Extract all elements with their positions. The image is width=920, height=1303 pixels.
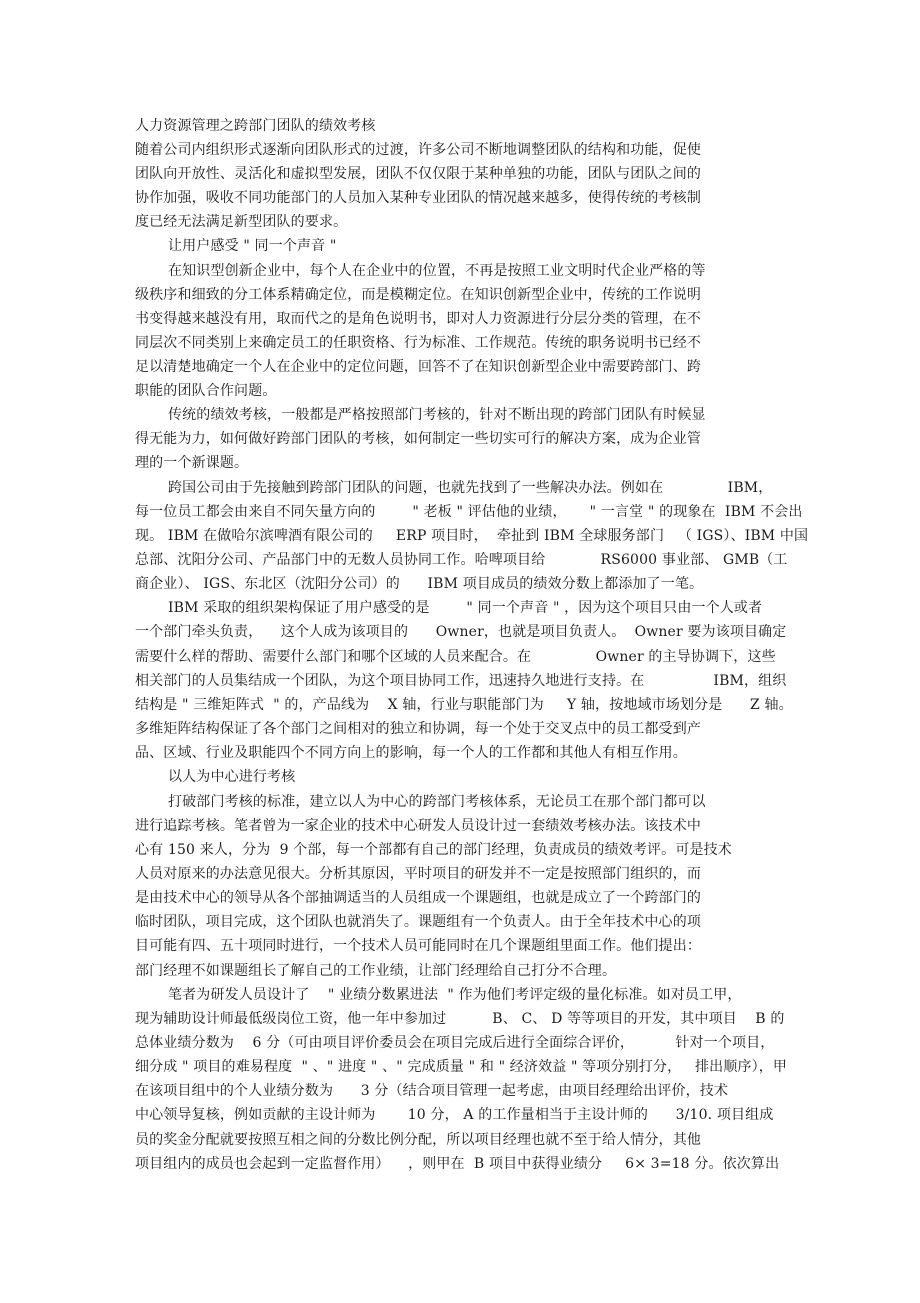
text-line: 结构是 " 三维矩阵式 " 的，产品线为 X 轴，行业与职能部门为 Y 轴，按地域市场划分是 Z 轴。 <box>135 697 793 713</box>
text-line: 相关部门的人员集结成一个团队，为这个项目协同工作，迅速持久地进行支持。在 IBM，组织 <box>135 673 787 689</box>
text-line: 现为辅助设计师最低级岗位工资，他一年中参加过 B、 C、 D 等等项目的开发，其中项目 B 的 <box>135 1011 785 1027</box>
text-line: 商企业）、 IGS、东北区（沈阳分公司）的 IBM 项目成员的绩效分数上都添加了一笔。 <box>135 576 704 592</box>
text-line: 细分成 " 项目的难易程度 " 、" 进度 " 、" 完成质量 " 和 " 经济效益 " 等项分别打分， 排出顺序），甲 <box>135 1059 788 1075</box>
text-line: 是由技术中心的领导从各个部抽调适当的人员组成一个课题组，也就是成立了一个跨部门的 <box>135 890 701 906</box>
text-line: 品、区域、行业及职能四个不同方向上的影响，每一个人的工作都和其他人有相互作用。 <box>135 745 687 761</box>
text-line: 临时团队，项目完成，这个团队也就消失了。课题组有一个负责人。由于全年技术中心的项 <box>135 914 701 930</box>
text-line: 跨国公司由于先接触到跨部门团队的问题，也就先找到了一些解决办法。例如在 IBM， <box>168 480 773 496</box>
text-line: 总体业绩分数为 6 分（可由项目评价委员会在项目完成后进行全面综合评价， 针对一个项目， <box>135 1035 775 1051</box>
text-line: 得无能为力，如何做好跨部门团队的考核，如何制定一些切实可行的解决方案，成为企业管 <box>135 431 701 447</box>
text-line: 人员对原来的办法意见很大。分析其原因，平时项目的研发并不一定是按照部门组织的，而 <box>135 866 701 882</box>
text-line: 团队向开放性、灵活化和虚拟型发展，团队不仅仅限于某种单独的功能，团队与团队之间的 <box>135 166 701 182</box>
text-line: 每一位员工都会由来自不同矢量方向的 " 老板 " 评估他的业绩， " 一言堂 " 的现象在 IBM 不会出 <box>135 504 803 520</box>
text-line: 协作加强，吸收不同功能部门的人员加入某种专业团队的情况越来越多，使得传统的考核制 <box>135 190 701 206</box>
text-line: 项目组内的成员也会起到一定监督作用） ，则甲在 B 项目中获得业绩分 6× 3=18 分。依次算出 <box>135 1156 780 1172</box>
text-line: 在该项目组中的个人业绩分数为 3 分（结合项目管理一起考虑，由项目经理给出评价，技术 <box>135 1083 729 1099</box>
text-line: IBM 采取的组织架构保证了用户感受的是 " 同一个声音 " ，因为这个项目只由一个人或者 <box>168 600 763 616</box>
text-line: 职能的团队合作问题。 <box>135 383 277 399</box>
text-line: 同层次不同类别上来确定员工的任职资格、行为标准、工作规范。传统的职务说明书已经不 <box>135 335 701 351</box>
text-line: 在知识型创新企业中，每个人在企业中的位置，不再是按照工业文明时代企业严格的等 <box>168 263 706 279</box>
text-line: 一个部门牵头负责， 这个人成为该项目的 Owner，也就是项目负责人。 Owner 要为该项目确定 <box>135 624 787 640</box>
text-line: 进行追踪考核。笔者曾为一家企业的技术中心研发人员设计过一套绩效考核办法。该技术中 <box>135 818 701 834</box>
text-line: 足以清楚地确定一个人在企业中的定位问题，回答不了在知识创新型企业中需要跨部门、跨 <box>135 359 701 375</box>
text-line: 部门经理不如课题组长了解自己的工作业绩，让部门经理给自己打分不合理。 <box>135 963 617 979</box>
text-line: 员的奖金分配就要按照互相之间的分数比例分配，所以项目经理也就不至于给人情分，其他 <box>135 1132 701 1148</box>
text-line: 理的一个新课题。 <box>135 455 249 471</box>
text-line: 度已经无法满足新型团队的要求。 <box>135 214 348 230</box>
section-heading: 让用户感受 " 同一个声音 " <box>168 238 337 254</box>
section-heading: 以人为中心进行考核 <box>168 769 296 785</box>
text-line: 多维矩阵结构保证了各个部门之间相对的独立和协调，每一个处于交叉点中的员工都受到产 <box>135 721 701 737</box>
text-line: 传统的绩效考核，一般都是严格按照部门考核的，针对不断出现的跨部门团队有时候显 <box>168 407 706 423</box>
text-line: 笔者为研发人员设计了 " 业绩分数累进法 " 作为他们考评定级的量化标准。如对员工甲， <box>168 987 742 1003</box>
text-line: 目可能有四、五十项同时进行，一个技术人员可能同时在几个课题组里面工作。他们提出： <box>135 938 701 954</box>
text-line: 现。 IBM 在做哈尔滨啤酒有限公司的 ERP 项目时， 牵扯到 IBM 全球服务部门 （ IGS）、IBM 中国 <box>135 528 809 544</box>
text-line: 心有 150 来人，分为 9 个部，每一个部都有自己的部门经理，负责成员的绩效考评。可是技术 <box>135 842 732 858</box>
text-line: 打破部门考核的标准，建立以人为中心的跨部门考核体系，无论员工在那个部门都可以 <box>168 794 706 810</box>
text-line: 书变得越来越没有用，取而代之的是角色说明书，即对人力资源进行分层分类的管理，在不 <box>135 311 701 327</box>
document-title: 人力资源管理之跨部门团队的绩效考核 <box>135 118 376 134</box>
text-line: 总部、沈阳分公司、产品部门中的无数人员协同工作。哈啤项目给 RS6000 事业部、 GMB（工 <box>135 552 788 568</box>
text-line: 随着公司内组织形式逐渐向团队形式的过渡，许多公司不断地调整团队的结构和功能，促使 <box>135 142 701 158</box>
text-line: 级秩序和细致的分工体系精确定位，而是模糊定位。在知识创新型企业中，传统的工作说明 <box>135 287 701 303</box>
text-line: 需要什么样的帮助、需要什么部门和哪个区域的人员来配合。在 Owner 的主导协调下，这些 <box>135 649 776 665</box>
text-line: 中心领导复核，例如贡献的主设计师为 10 分， A 的工作量相当于主设计师的 3/10. 项目组成 <box>135 1107 774 1123</box>
